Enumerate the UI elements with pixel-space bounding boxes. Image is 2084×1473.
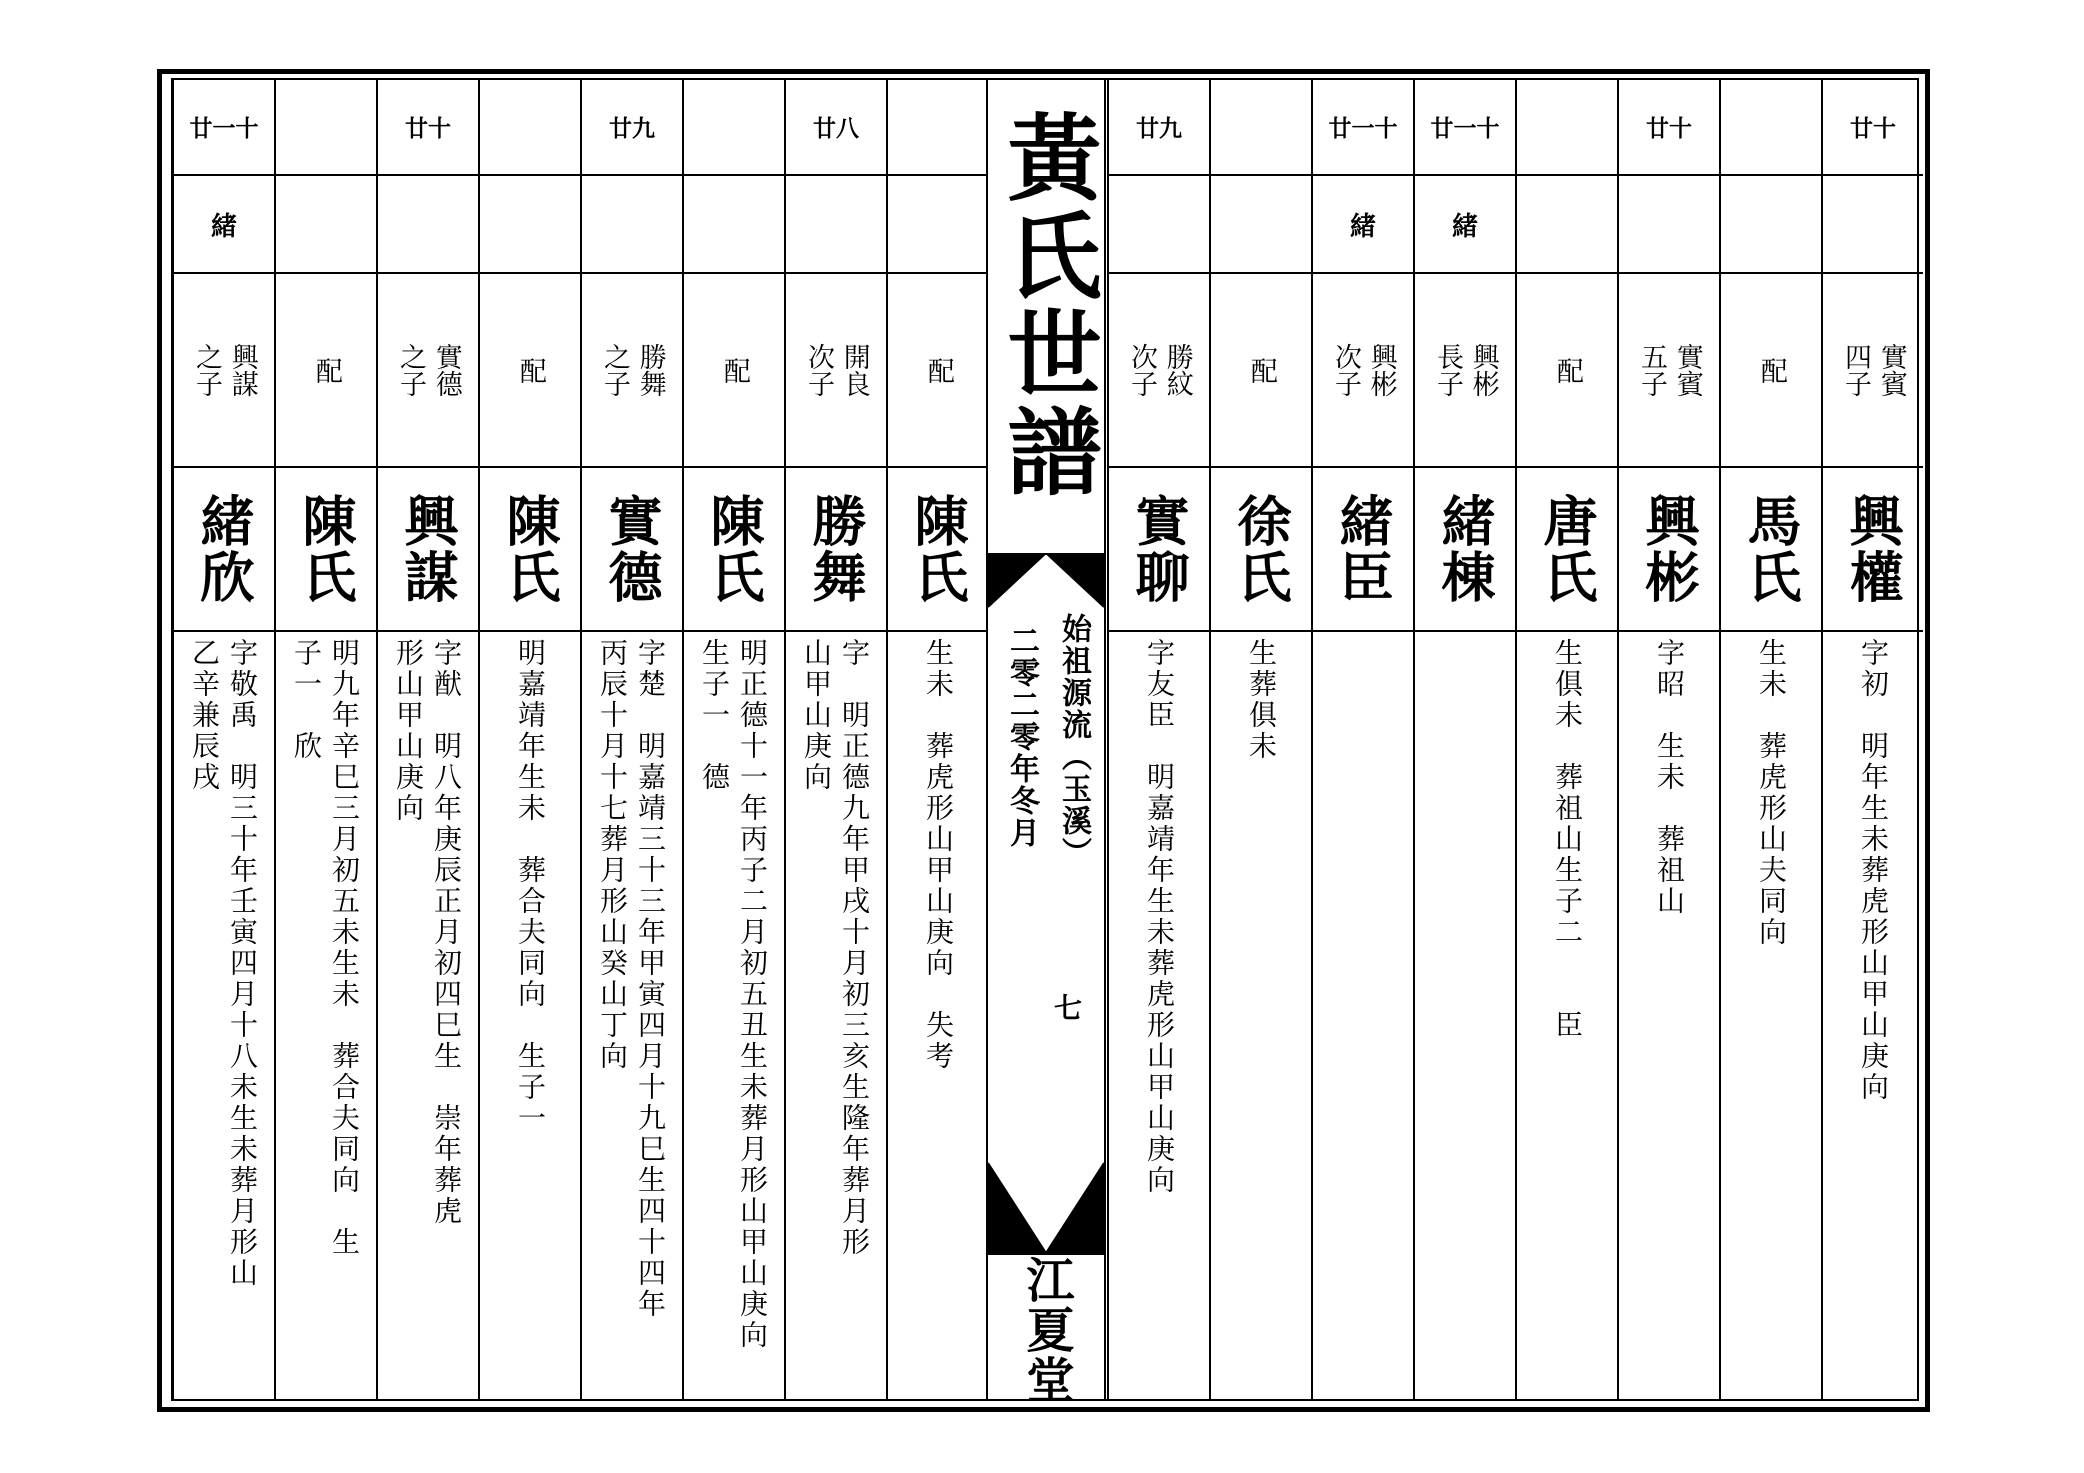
biography-notes: [1619, 632, 1719, 1400]
branch-character: 緒: [1415, 176, 1515, 274]
genealogy-column: [1413, 79, 1515, 1400]
branch-character: [276, 176, 376, 274]
branch-character: [684, 176, 784, 274]
relation-cell: [1211, 274, 1311, 468]
spine-subtitle: 始祖源流（玉溪）: [1056, 613, 1091, 869]
person-name-cell: [378, 468, 478, 632]
genealogy-column: [886, 79, 988, 1400]
biography-line: 字 明正德九年甲戌十月初三亥生隆年葬月形: [838, 638, 871, 1258]
relation-text: 開良: [838, 343, 870, 397]
person-name: 實德: [600, 493, 664, 605]
biography-line: 明九年辛巳三月初五未生未 葬合夫同向 生: [328, 638, 361, 1258]
biography-notes: [888, 632, 988, 1400]
person-name-cell: [1517, 468, 1617, 632]
biography-line: 字初 明年生未葬虎形山甲山庚向: [1857, 638, 1890, 1103]
generation-label: [684, 79, 784, 176]
generation-label: 廿一十: [1313, 79, 1413, 176]
person-name: 興謀: [396, 493, 460, 605]
biography-line: 字猷 明八年庚辰正月初四巳生 崇年葬虎: [430, 638, 463, 1227]
relation-cell: [888, 274, 988, 468]
person-name: 緒棟: [1433, 493, 1497, 605]
relation-text: 長子: [1432, 343, 1463, 397]
biography-line: 子一 欣: [290, 638, 323, 762]
page-number: 七: [1050, 993, 1083, 1021]
relation-cell: [276, 274, 376, 468]
branch-character: [1211, 176, 1311, 274]
generation-label: 廿十: [1823, 79, 1923, 176]
generation-label: 廿八: [786, 79, 886, 176]
book-spine: [986, 79, 1106, 1405]
biography-notes: [1109, 632, 1209, 1400]
biography-notes: [174, 632, 274, 1400]
person-name: 緒欣: [192, 493, 256, 605]
genealogy-column: [1107, 79, 1209, 1400]
genealogy-column: [682, 79, 784, 1400]
biography-line: 生葬俱未: [1245, 638, 1278, 762]
relation-cell: [480, 274, 580, 468]
person-name: 徐氏: [1229, 493, 1293, 605]
person-name: 興彬: [1637, 493, 1701, 605]
person-name-cell: [1415, 468, 1515, 632]
biography-notes: [1823, 632, 1923, 1400]
hall-name: 江夏堂: [1018, 1255, 1074, 1405]
generation-label: [276, 79, 376, 176]
generation-label: 廿九: [1109, 79, 1209, 176]
relation-text: 勝紋: [1161, 343, 1193, 397]
person-name: 興權: [1841, 493, 1905, 605]
generation-label: 廿九: [582, 79, 682, 176]
generation-label: 廿十: [1619, 79, 1719, 176]
relation-cell: [786, 274, 886, 468]
person-name: 馬氏: [1739, 493, 1803, 605]
genealogy-column: [1311, 79, 1413, 1400]
relation-cell: [1517, 274, 1617, 468]
genealogy-column: [1719, 79, 1821, 1400]
biography-line: 字友臣 明嘉靖年生未葬虎形山甲山庚向: [1143, 638, 1176, 1196]
biography-notes: [480, 632, 580, 1400]
genealogy-column: [580, 79, 682, 1400]
genealogy-column: [376, 79, 478, 1400]
person-name: 唐氏: [1535, 493, 1599, 605]
relation-text: 實賓: [1875, 343, 1907, 397]
relation-cell: [1721, 274, 1821, 468]
biography-line: 丙辰十月十七葬月形山癸山丁向: [596, 638, 629, 1072]
biography-notes: [1313, 632, 1413, 1400]
relation-text: 勝舞: [634, 343, 666, 397]
relation-text: 興彬: [1467, 343, 1499, 397]
genealogy-column: [172, 79, 274, 1400]
genealogy-column: [1821, 79, 1923, 1400]
generation-label: [888, 79, 988, 176]
person-name-cell: [888, 468, 988, 632]
generation-label: 廿一十: [1415, 79, 1515, 176]
relation-text: 配: [514, 356, 546, 384]
relation-cell: [582, 274, 682, 468]
relation-cell: [1109, 274, 1209, 468]
branch-character: [1109, 176, 1209, 274]
branch-character: [1823, 176, 1923, 274]
person-name: 陳氏: [294, 493, 358, 605]
branch-character: [582, 176, 682, 274]
genealogy-column: [1515, 79, 1617, 1400]
relation-cell: [1313, 274, 1413, 468]
person-name-cell: [1313, 468, 1413, 632]
book-title: 黃氏世譜: [991, 109, 1101, 501]
relation-cell: [1619, 274, 1719, 468]
relation-cell: [378, 274, 478, 468]
genealogy-column: [1209, 79, 1311, 1400]
person-name-cell: [276, 468, 376, 632]
biography-line: 形山甲山庚向: [392, 638, 425, 824]
biography-notes: [1211, 632, 1311, 1400]
relation-text: 之子: [191, 343, 222, 397]
branch-character: [1721, 176, 1821, 274]
relation-text: 之子: [599, 343, 630, 397]
relation-text: 實賓: [1671, 343, 1703, 397]
generation-label: 廿十: [378, 79, 478, 176]
branch-character: [480, 176, 580, 274]
branch-character: [1517, 176, 1617, 274]
relation-text: 四子: [1840, 343, 1871, 397]
relation-text: 次子: [1330, 343, 1361, 397]
generation-label: 廿一十: [174, 79, 274, 176]
generation-label: [1721, 79, 1821, 176]
relation-text: 興彬: [1365, 343, 1397, 397]
biography-line: 字昭 生未 葬祖山: [1653, 638, 1686, 917]
branch-character: 緒: [174, 176, 274, 274]
person-name-cell: [786, 468, 886, 632]
generation-label: [1211, 79, 1311, 176]
spine-date: 二零二零年冬月: [1004, 625, 1039, 849]
branch-character: [786, 176, 886, 274]
biography-line: 生未 葬虎形山夫同向: [1755, 638, 1788, 948]
person-name-cell: [582, 468, 682, 632]
genealogy-column: [274, 79, 376, 1400]
biography-line: 生子一 德: [698, 638, 731, 793]
biography-line: 明嘉靖年生未 葬合夫同向 生子一: [514, 638, 547, 1134]
person-name: 實聊: [1127, 493, 1191, 605]
biography-notes: [378, 632, 478, 1400]
relation-text: 五子: [1636, 343, 1667, 397]
relation-text: 配: [718, 356, 750, 384]
biography-line: 字楚 明嘉靖三十三年甲寅四月十九巳生四十四年: [634, 638, 667, 1320]
person-name: 陳氏: [906, 493, 970, 605]
biography-line: 明正德十一年丙子二月初五丑生未葬月形山甲山庚向: [736, 638, 769, 1351]
biography-notes: [582, 632, 682, 1400]
spine-center-panel: [988, 553, 1104, 1253]
biography-notes: [1415, 632, 1515, 1400]
genealogy-column: [1617, 79, 1719, 1400]
person-name-cell: [174, 468, 274, 632]
relation-text: 配: [1755, 356, 1787, 384]
branch-character: 緒: [1313, 176, 1413, 274]
generation-label: [480, 79, 580, 176]
biography-line: 生未 葬虎形山甲山庚向 失考: [922, 638, 955, 1072]
biography-line: 乙辛兼辰戌: [188, 638, 221, 793]
person-name-cell: [1823, 468, 1923, 632]
genealogy-column: [784, 79, 886, 1400]
person-name-cell: [480, 468, 580, 632]
branch-character: [1619, 176, 1719, 274]
biography-notes: [1517, 632, 1617, 1400]
relation-cell: [1415, 274, 1515, 468]
relation-cell: [684, 274, 784, 468]
relation-cell: [1823, 274, 1923, 468]
genealogy-column: [478, 79, 580, 1400]
person-name: 緒臣: [1331, 493, 1395, 605]
relation-text: 興謀: [226, 343, 258, 397]
relation-text: 配: [1551, 356, 1583, 384]
branch-character: [888, 176, 988, 274]
generation-label: [1517, 79, 1617, 176]
relation-cell: [174, 274, 274, 468]
person-name-cell: [1721, 468, 1821, 632]
biography-notes: [276, 632, 376, 1400]
relation-text: 配: [310, 356, 342, 384]
relation-text: 配: [922, 356, 954, 384]
person-name: 陳氏: [498, 493, 562, 605]
biography-line: 字敬禹 明三十年壬寅四月十八未生未葬月形山: [226, 638, 259, 1289]
person-name: 勝舞: [804, 493, 868, 605]
person-name-cell: [1109, 468, 1209, 632]
person-name: 陳氏: [702, 493, 766, 605]
branch-character: [378, 176, 478, 274]
relation-text: 實德: [430, 343, 462, 397]
biography-notes: [786, 632, 886, 1400]
relation-text: 之子: [395, 343, 426, 397]
person-name-cell: [684, 468, 784, 632]
biography-notes: [684, 632, 784, 1400]
relation-text: 次子: [803, 343, 834, 397]
person-name-cell: [1619, 468, 1719, 632]
biography-line: 山甲山庚向: [800, 638, 833, 793]
biography-line: 生俱未 葬祖山生子二 臣: [1551, 638, 1584, 1041]
relation-text: 次子: [1126, 343, 1157, 397]
biography-notes: [1721, 632, 1821, 1400]
person-name-cell: [1211, 468, 1311, 632]
relation-text: 配: [1245, 356, 1277, 384]
